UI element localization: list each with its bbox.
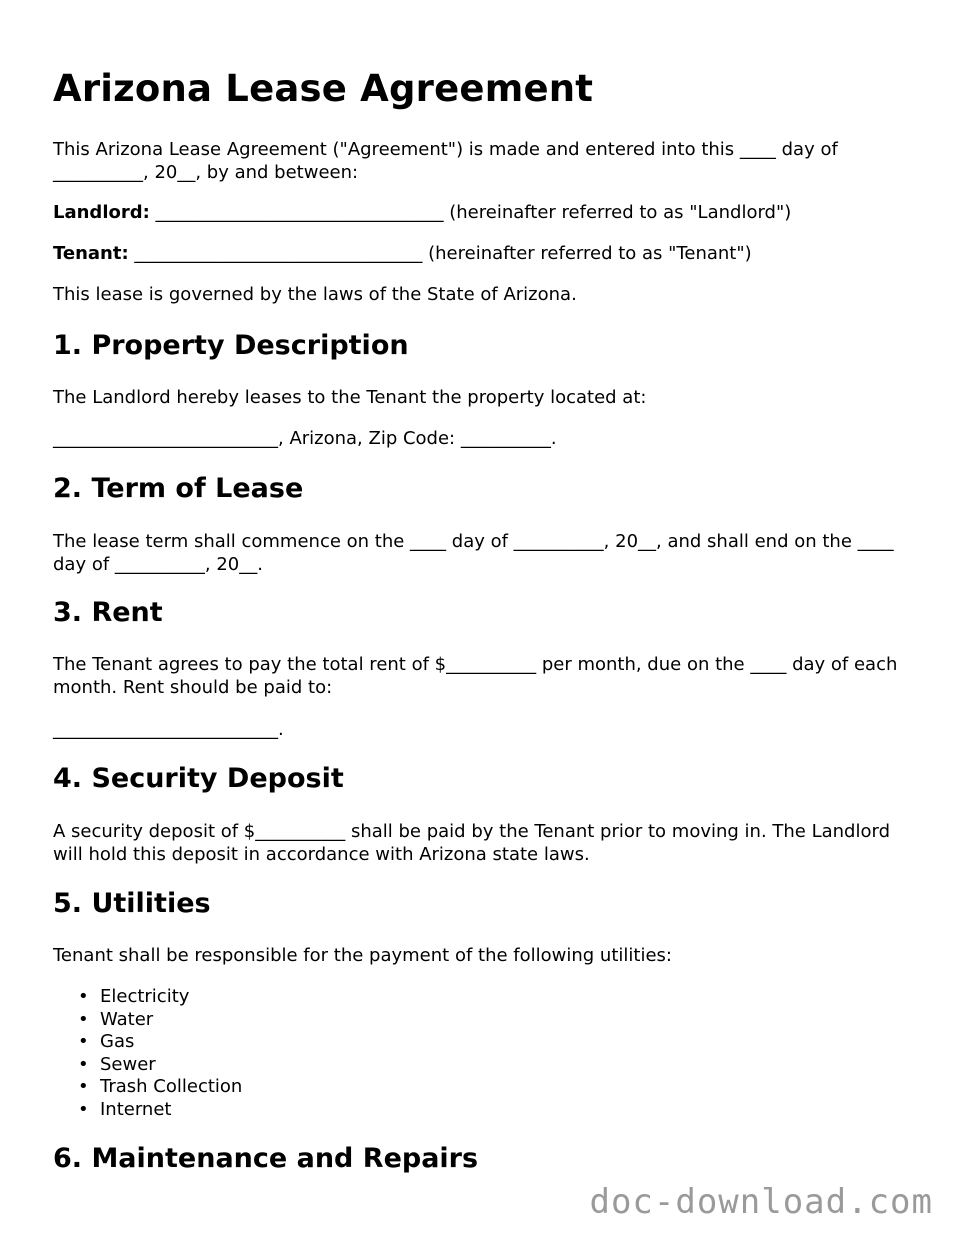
utilities-list xyxy=(53,986,242,1121)
intro-paragraph: This Arizona Lease Agreement ("Agreement") is made and entered into this ____ day of __________, 20__, by and between: xyxy=(53,139,838,183)
section-heading-property: 1. Property Description xyxy=(53,330,409,361)
bullet-icon: • xyxy=(78,986,89,1007)
governing-law-text: This lease is governed by the laws of the State of Arizona. xyxy=(53,284,577,305)
property-text: The Landlord hereby leases to the Tenant the property located at: xyxy=(53,387,647,408)
landlord-text: ________________________________ (hereinafter referred to as "Landlord") xyxy=(149,202,792,223)
list-item: • Trash Collection xyxy=(78,1076,243,1097)
list-item: • Water xyxy=(78,1008,154,1030)
list-item: • Gas xyxy=(78,1031,135,1052)
bullet-icon: • xyxy=(78,1008,89,1030)
list-item: • Internet xyxy=(78,1098,172,1120)
section-heading-utilities: 5. Utilities xyxy=(53,888,211,919)
bullet-icon: • xyxy=(78,1076,89,1097)
section-heading-term: 2. Term of Lease xyxy=(53,473,304,504)
bullet-icon: • xyxy=(78,1053,89,1075)
bullet-icon: • xyxy=(78,1098,89,1120)
section-heading-maintenance: 6. Maintenance and Repairs xyxy=(53,1143,479,1174)
tenant-text: ________________________________ (hereinafter referred to as "Tenant") xyxy=(128,243,752,264)
rent-payee-line: _________________________. xyxy=(53,719,284,740)
list-item: • Sewer xyxy=(78,1053,156,1075)
section-heading-deposit: 4. Security Deposit xyxy=(53,763,344,794)
section-heading-rent: 3. Rent xyxy=(53,597,163,628)
watermark: doc-download.com xyxy=(589,1182,933,1222)
bullet-icon: • xyxy=(78,1031,89,1052)
document-title: Arizona Lease Agreement xyxy=(53,67,594,110)
tenant-label: Tenant: xyxy=(53,243,129,264)
landlord-label: Landlord: xyxy=(53,202,150,223)
term-text: The lease term shall commence on the ____ day of __________, 20__, and shall end on the ____ day of __________, 20__. xyxy=(53,531,894,575)
list-item: • Electricity xyxy=(78,986,190,1007)
landlord-line xyxy=(53,202,903,225)
property-address-line: _________________________, Arizona, Zip Code: __________. xyxy=(53,428,557,449)
deposit-text: A security deposit of $__________ shall be paid by the Tenant prior to moving in. The Landlord will hold this deposit in accordance with Arizona state laws. xyxy=(53,821,891,865)
utilities-text: Tenant shall be responsible for the payment of the following utilities: xyxy=(53,945,672,966)
rent-text: The Tenant agrees to pay the total rent of $__________ per month, due on the ____ day of each month. Rent should be paid to: xyxy=(53,654,898,698)
tenant-line xyxy=(53,243,903,266)
